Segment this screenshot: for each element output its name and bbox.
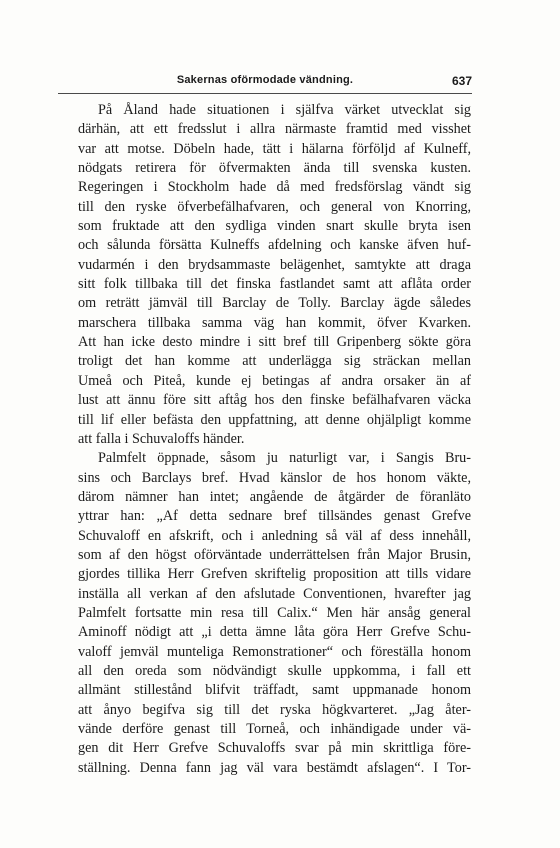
text-line: om reträtt jämväl till Barclay de Tolly. Barclay ägde således [78, 295, 471, 312]
text-line: allmänt stillestånd blifvit träffadt, samt uppmanade honom [78, 682, 471, 699]
text-line: Aminoff nödigt att „i detta ämne låta göra Herr Grefve Schu- [78, 624, 471, 641]
text-line: till lif eller befästa den uppfattning, att denne ohjälpligt komme [78, 411, 471, 428]
text-line: att ånyo begifva sig till det ryska högkvarteret. „Jag åter- [78, 701, 471, 718]
text-line: vudarmén i den brydsammaste belägenhet, samtykte att draga [78, 256, 471, 273]
text-line: att falla i Schuvaloffs händer. [78, 430, 245, 447]
text-line: ställning. Denna fann jag väl vara bestämdt afslagen“. I Tor- [78, 759, 471, 776]
text-line: lust att ännu före sitt aftåg hos den finske befälhafvaren väcka [78, 392, 471, 409]
text-line: inställa all verkan af den afslutade Conventionen, hvarefter jag [78, 585, 471, 602]
running-title: Sakernas oförmodade vändning. [176, 74, 354, 86]
body-text [78, 101, 471, 778]
text-line: Palmfelt fortsatte min resa till Calix.“ Men här ansåg general [78, 604, 471, 621]
text-line: och sålunda försätta Kulneffs afdelning och kanske äfven huf- [78, 237, 471, 254]
text-line: troligt det han komme att underlägga sig sträckan mellan [78, 353, 471, 370]
page-number: 637 [451, 74, 472, 88]
text-line: som af den högst oförväntade underrättelsen från Major Brusin, [78, 546, 471, 563]
text-line: som fruktade att den sydliga vinden snart skulle bryta isen [78, 218, 471, 235]
text-line: På Åland hade situationen i själfva värket utvecklat sig [98, 102, 471, 118]
text-line: Umeå och Piteå, kunde ej betingas af andra orsaker än af [78, 372, 471, 389]
text-line: Att han icke desto mindre i sitt bref till Gripenberg sökte göra [78, 334, 471, 351]
text-line: sitt folk tillbaka till det finska fastlandet samt att aflåta order [78, 276, 471, 293]
header-rule [58, 93, 472, 94]
text-line: marschera tillbaka samma väg han kommit, öfver Kvarken. [78, 314, 471, 331]
text-line: all den oreda som nödvändigt skulle uppkomma, i fall ett [78, 662, 471, 679]
text-line: valoff jemväl munteliga Remonstrationer“ och föreställa honom [78, 643, 471, 660]
text-line: Schuvaloff en afskrift, och i anledning så väl af dess innehåll, [78, 527, 471, 544]
text-line: därom nämner han intet; angående de åtgärder de föranläto [78, 488, 471, 505]
text-line: Palmfelt öppnade, såsom ju naturligt var, i Sangis Bru- [98, 450, 471, 467]
text-line: gen dit Herr Grefve Schuvaloffs svar på min skrittliga före- [78, 740, 471, 757]
text-line: var att motse. Döbeln hade, tätt i hälarna förföljd af Kulneff, [78, 140, 471, 157]
text-line: sins och Barclays bref. Hvad känslor de hos honom väkte, [78, 469, 471, 486]
text-line: till den ryske öfverbefälhafvaren, och general von Knorring, [78, 198, 471, 215]
text-line: gjordes tillika Herr Grefven skriftelig proposition att tills vidare [78, 566, 471, 583]
text-line: därhän, att ett fredsslut i allra närmaste framtid med visshet [78, 121, 471, 138]
text-line: nödgats retirera för öfvermakten ända till svenska kusten. [78, 160, 471, 177]
text-line: Regeringen i Stockholm hade då med fredsförslag vändt sig [78, 179, 471, 196]
running-head [58, 74, 472, 94]
text-line: yttrar han: „Af detta sednare bref tillsändes genast Grefve [78, 508, 471, 525]
text-line: vände derföre genast till Torneå, och inhändigade under vä- [78, 721, 471, 737]
